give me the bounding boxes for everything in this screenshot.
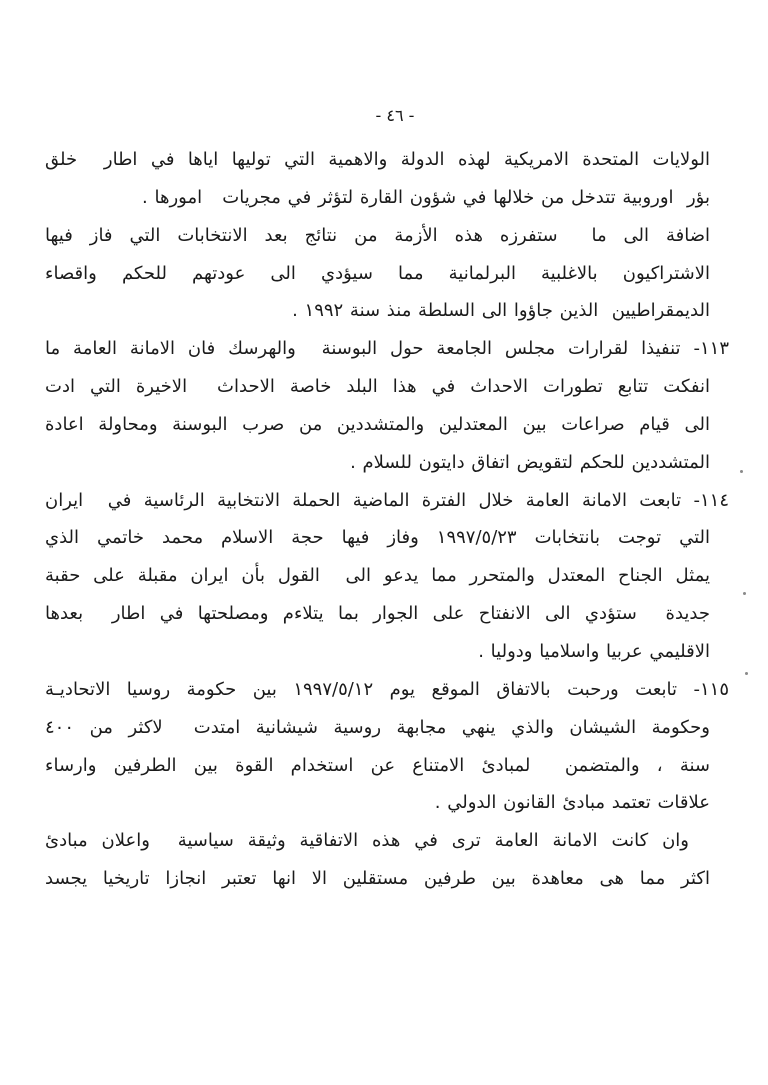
text-line: اكثر مما هى معاهدة بين طرفين مستقلين الا انها تعتبر انجازا تاريخيا يجسد (45, 868, 710, 890)
text-line: الديمقراطيين الذين جاؤوا الى السلطة منذ سنة ١٩٩٢ . (292, 300, 710, 322)
text-line-numbered: ١١٥- تابعت ورحبت بالاتفاق الموقع يوم ١٩٩٧/٥/١٢ بين حكومة روسيا الاتحاديـة (45, 678, 729, 700)
text-line: الاشتراكيون بالاغلبية البرلمانية مما سيؤدي الى عودتهم للحكم واقصاء (45, 262, 710, 284)
text-line: وان كانت الامانة العامة ترى في هذه الاتفاقية وثيقة سياسية واعلان مبادئ (45, 830, 689, 852)
text-line: الى قيام صراعات بين المعتدلين والمتشددين من صرب البوسنة ومحاولة اعادة (45, 413, 710, 435)
text-line-numbered: ١١٤- تابعت الامانة العامة خلال الفترة الماضية الحملة الانتخابية الرئاسية في ايران (45, 489, 729, 511)
text-line: الاقليمي عربيا واسلاميا ودوليا . (478, 640, 710, 662)
paragraph-clause-115 (45, 671, 729, 822)
text-line: المتشددين للحكم لتقويض اتفاق دايتون للسلام . (350, 451, 710, 473)
text-block (0, 141, 768, 898)
paragraph-clause-114 (45, 482, 729, 671)
text-line: بؤر اوروبية تتدخل من خلالها في شؤون القارة لتؤثر في مجريات امورها . (142, 186, 710, 208)
page-number: - ٤٦ - (375, 106, 415, 125)
scan-speck (740, 470, 743, 473)
paragraph-closing (45, 822, 710, 898)
text-line: الولايات المتحدة الامريكية لهذه الدولة والاهمية التي توليها اياها في اطار خلق (45, 149, 710, 170)
text-line: انفكت تتابع تطورات الاحداث في هذا البلد خاصة الاحداث الاخيرة التي ادت (45, 376, 710, 398)
text-line: سنة ، والمتضمن لمبادئ الامتناع عن استخدام القوة بين الطرفين وارساء (45, 754, 710, 776)
scan-speck (743, 592, 746, 595)
text-line: اضافة الى ما ستفرزه هذه الأزمة من نتائج بعد الانتخابات التي فاز فيها (45, 224, 710, 246)
scan-speck (745, 672, 748, 675)
text-line: يمثل الجناح المعتدل والمتحرر مما يدعو الى القول بأن ايران مقبلة على حقبة (45, 565, 710, 587)
text-line: علاقات تعتمد مبادئ القانون الدولي . (434, 792, 710, 814)
text-line: وحكومة الشيشان والذي ينهي مجابهة روسية شيشانية امتدت لاكثر من ٤٠٠ (45, 716, 710, 738)
paragraph-continuation (45, 141, 710, 330)
paragraph-clause-113 (45, 330, 729, 481)
text-line: جديدة ستؤدي الى الانفتاح على الجوار بما يتلاءم ومصلحتها في اطار بعدها (45, 603, 710, 625)
text-line: التي توجت بانتخابات ١٩٩٧/٥/٢٣ وفاز فيها حجة الاسلام محمد خاتمي الذي (45, 527, 710, 549)
text-line-numbered: ١١٣- تنفيذا لقرارات مجلس الجامعة حول البوسنة والهرسك فان الامانة العامة ما (45, 338, 729, 360)
